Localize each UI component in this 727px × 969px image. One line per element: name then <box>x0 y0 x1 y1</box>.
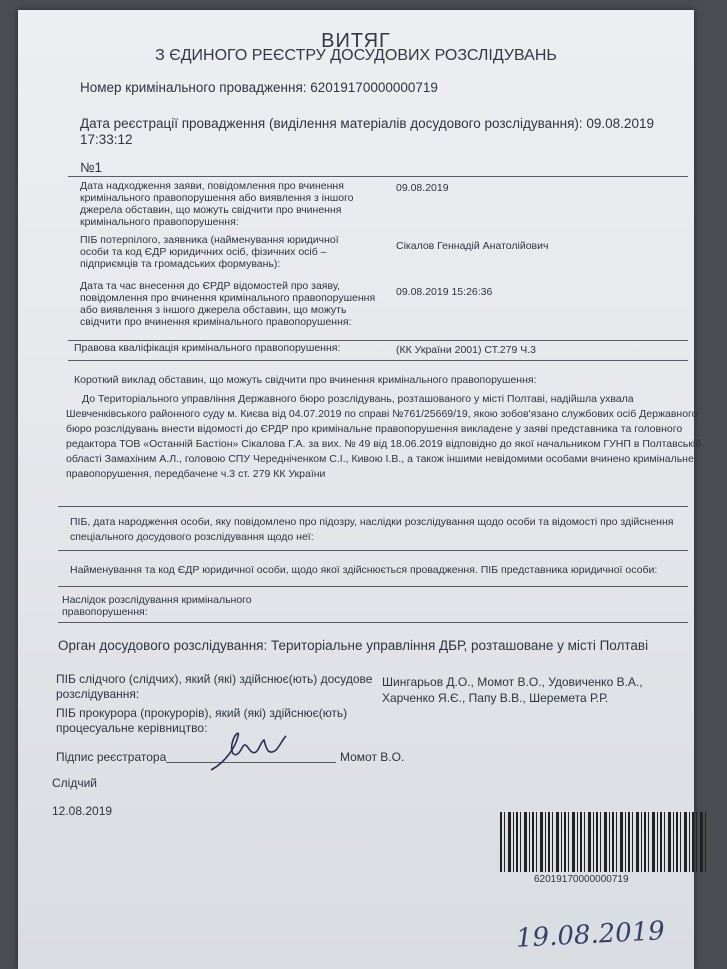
registrar-signature <box>206 726 296 776</box>
handwritten-date: 19.08.2019 <box>515 916 666 954</box>
barcode-image <box>500 812 708 872</box>
outcome-rule <box>58 622 688 623</box>
suspect-rule <box>58 550 688 551</box>
prosecutors-label: ПІБ прокурора (прокурорів), який (які) здійснює(ють) процесуальне керівництво: <box>56 706 348 735</box>
signature-label: Підпис реєстратора <box>56 750 167 764</box>
row-applicant-label: ПІБ потерпілого, заявника (найменування юридичної особи та код ЄДР юридичних осіб, фізичних осіб – підприємців та громадських формувань): <box>80 234 339 270</box>
table-bottom-rule <box>68 360 688 361</box>
row-qualification-label: Правова кваліфікація кримінального правопорушення: <box>74 342 341 354</box>
barcode-number: 62019170000000719 <box>534 874 629 885</box>
investigation-authority: Орган досудового розслідування: Територіальне управління ДБР, розташоване у місті Полтаві <box>58 638 649 653</box>
row-applicant-value: Сікалов Геннадій Анатолійович <box>396 240 549 252</box>
registration-time: 17:33:12 <box>80 132 133 147</box>
registrar-role: Слідчий <box>52 776 97 790</box>
summary-heading: Короткий виклад обставин, що можуть свідчити про вчинення кримінального правопорушення: <box>74 374 537 386</box>
row-receipt-label: Дата надходження заяви, повідомлення про вчинення кримінального правопорушення або виявлення з іншого джерела обставин, що можуть свідчити про вчинення кримінального правопорушення: <box>80 180 354 228</box>
row-qualification-value: (КК України 2001) СТ.279 Ч.3 <box>396 344 536 356</box>
investigators-label: ПІБ слідчого (слідчих), який (які) здійснює(ють) досудове розслідування: <box>56 672 373 701</box>
table-top-rule <box>68 176 688 177</box>
summary-rule <box>58 506 688 507</box>
proceeding-number: Номер кримінального провадження: 62019170000000719 <box>80 80 438 95</box>
table-divider <box>68 340 688 341</box>
registration-date: Дата реєстрації провадження (виділення матеріалів досудового розслідування): 09.08.2019 <box>80 116 654 131</box>
suspect-info: ПІБ, дата народження особи, яку повідомлено про підозру, наслідки розслідування щодо особи та відомості про здійснення спеціального досудового розслідування щодо неї: <box>70 516 674 543</box>
row-receipt-value: 09.08.2019 <box>396 182 449 194</box>
summary-text: До Територіального управління Державного бюро розслідувань, розташованого у місті Полтаві, надійшла ухвала Шевченківського районного суду м. Києва від 04.07.2019 по справі №761/25669/19, якою зобов'язано службових осіб Державного бюро розслідувань внести відомості до ЄРДР про кримінальне правопорушення викладене у заяві представника та головного редактора ТОВ «Останній Бастіон» Сікалова Г.А. за вих. № 49 від 18.06.2019 відповідно до якої начальником ГУНП в Полтавській області Замахіним А.Л., головою СПУ Чередніченком С.І., Кивою І.В., а також іншими невідомими особами вчинено кримінальне правопорушення, передбачене ч.3 ст. 279 КК України <box>66 393 702 480</box>
document-subtitle: З ЄДИНОГО РЕЄСТРУ ДОСУДОВИХ РОЗСЛІДУВАНЬ <box>155 47 557 64</box>
legal-entity-info: Найменування та код ЄДР юридичної особи, щодо якої здійснюється провадження. ПІБ представника юридичної особи: <box>70 564 658 576</box>
row-entry-label: Дата та час внесення до ЄРДР відомостей про заяву, повідомлення про вчинення кримінального правопорушення або виявлення з іншого джерела обставин, що можуть свідчити про вчинення кримінального правопорушення: <box>80 280 376 328</box>
section-number: №1 <box>80 160 102 175</box>
row-entry-value: 09.08.2019 15:26:36 <box>396 286 493 298</box>
document-date: 12.08.2019 <box>52 804 113 818</box>
registrar-name: Момот В.О. <box>340 750 405 764</box>
investigation-outcome: Наслідок розслідування кримінального правопорушення: <box>62 594 252 618</box>
document-title: ВИТЯГ <box>321 30 391 52</box>
legal-entity-rule <box>58 586 688 587</box>
investigators-value: Шингарьов Д.О., Момот В.О., Удовиченко В.А., Харченко Я.Є., Папу В.В., Шеремета Р.Р. <box>382 675 643 705</box>
